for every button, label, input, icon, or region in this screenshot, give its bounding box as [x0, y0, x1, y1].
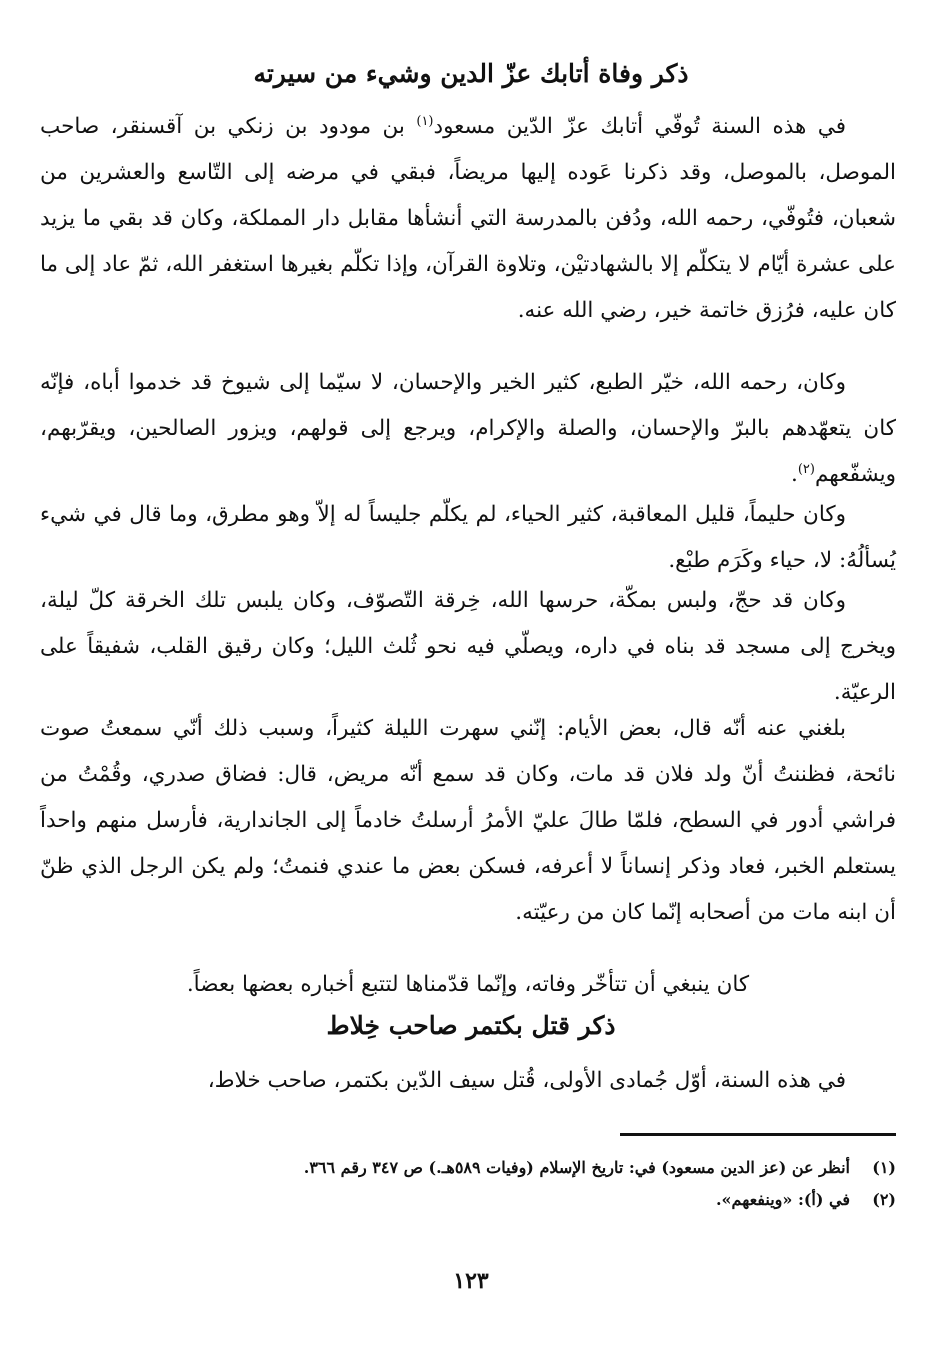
- paragraph-3: وكان حليماً، قليل المعاقبة، كثير الحياء، لم يكلّم جليساً له إلاّ وهو مطرق، وما قال في شيء يُسألُهُ: لا، حياء وكَرَم طبْع.: [40, 502, 896, 573]
- paragraph-1-body: بن مودود بن زنكي بن آقسنقر، صاحب الموصل، بالموصل، وقد ذكرنا عَوده إليها مريضاً، فبقي في مرضه إلى التّاسع والعشرين من شعبان، فتُوفّي، رحمه الله، ودُفن بالمدرسة التي أنشأها مقابل دار المملكة، وكان قد بقي ما يزيد على عشرة أيّام لا يتكلّم إلا بالشهادتيْن، وتلاوة القرآن، وإذا تكلّم بغيرها استغفر الله، ثمّ عاد إلى ما كان عليه، فرُزق خاتمة خير، رضي الله عنه.: [40, 114, 896, 323]
- paragraph-5: بلغني عنه أنّه قال، بعض الأيام: إنّني سهرت الليلة كثيراً، وسبب ذلك أنّي سمعتُ صوت نائحة، فظننتُ أنّ ولد فلان قد مات، وكان قد سمع أنّه مريض، قال: فضاق صدري، وقُمْتُ من فراشي أدور في السطح، فلمّا طالَ عليّ الأمرُ أرسلتُ خادماً إلى الجاندارية، فأرسل منهم واحداً يستعلم الخبر، فعاد وذكر إنساناً لا أعرفه، فسكن بعض ما عندي فنمتُ؛ ولم يكن الرجل الذي ظنّ أن ابنه مات من أصحابه إنّما كان من رعيّته.: [40, 716, 896, 925]
- paragraph-2-body: وكان، رحمه الله، خيّر الطبع، كثير الخير والإحسان، لا سيّما إلى شيوخ قد خدموا أباه، فإنّه كان يتعهّدهم بالبرّ والإحسان، والصلة والإكرام، ويرجع إلى قولهم، ويزور الصالحين، ويقرّبهم، ويشفّعهم: [40, 370, 896, 487]
- section-heading-death-of-atabeg: ذكر وفاة أتابك عزّ الدين وشيء من سيرته: [253, 59, 689, 88]
- paragraph-2-end: .: [791, 462, 798, 487]
- footnote-2: [40, 1186, 896, 1214]
- footnote-ref-1[interactable]: (١): [416, 113, 434, 129]
- page-number: ١٢٣: [453, 1268, 489, 1294]
- paragraph-1-opening: في هذه السنة تُوفّي أتابك عزّ الدّين مسعود: [433, 114, 846, 139]
- footnote-2-text: في (أ): «وينفعهم».: [715, 1190, 850, 1209]
- paragraph-1: [40, 104, 896, 334]
- paragraph-2: [40, 360, 896, 498]
- paragraph-7: في هذه السنة، أوّل جُمادى الأولى، قُتل سيف الدّين بكتمر، صاحب خلاط،: [207, 1068, 846, 1093]
- section-heading-killing-of-baktimur: ذكر قتل بكتمر صاحب خِلاط: [326, 1011, 616, 1040]
- footnote-1: [40, 1154, 896, 1182]
- paragraph-6: كان ينبغي أن تتأخّر وفاته، وإنّما قدّمناها لتتبع أخباره بعضها بعضاً.: [186, 972, 750, 997]
- footnote-ref-2[interactable]: (٢): [797, 461, 815, 477]
- footnote-divider: [620, 1133, 896, 1136]
- paragraph-4: وكان قد حجّ، ولبس بمكّة، حرسها الله، خِرقة التّصوّف، وكان يلبس تلك الخرقة كلّ ليلة، ويخرج إلى مسجد قد بناه في داره، ويصلّي فيه نحو ثُلث الليل؛ وكان رقيق القلب، شفيقاً على الرعيّة.: [40, 588, 896, 705]
- footnote-1-text: أنظر عن (عز الدين مسعود) في: تاريخ الإسلام (وفيات ٥٨٩هـ.) ص ٣٤٧ رقم ٣٦٦.: [303, 1158, 850, 1177]
- footnote-1-number: (١): [872, 1158, 896, 1177]
- footnote-2-number: (٢): [872, 1190, 896, 1209]
